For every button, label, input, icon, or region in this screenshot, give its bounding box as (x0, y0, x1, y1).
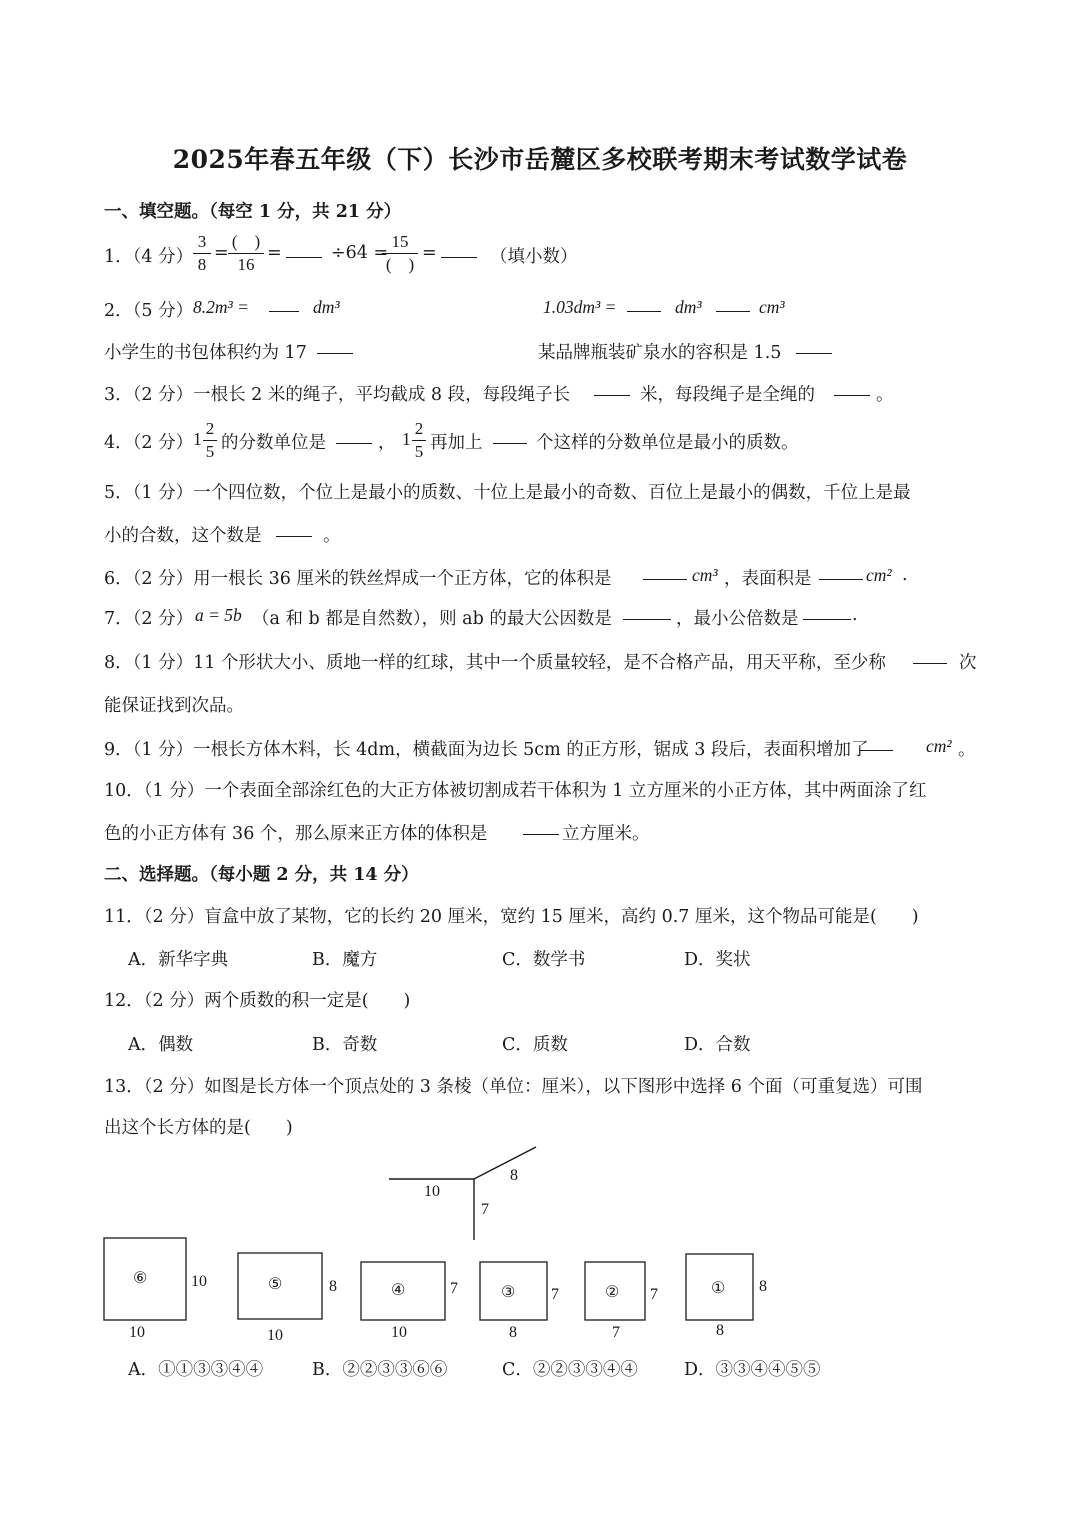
q6-text-2: ，表面积是 (724, 569, 812, 589)
q4-whole-1: 1 (193, 429, 202, 449)
edge-label-length: 10 (424, 1183, 440, 1200)
q13-option-b[interactable]: B．②②③③⑥⑥ (312, 1360, 448, 1380)
q10-line-1: 10．（1 分）一个表面全部涂红色的大正方体被切割成若干体积为 1 立方厘米的小正方体，其中两面涂了红 (104, 781, 927, 801)
face-1-height: 8 (759, 1278, 767, 1295)
face-5-height: 8 (329, 1278, 337, 1295)
q4-text-3: 再加上 (430, 433, 483, 453)
page-title: 2025年春五年级（下）长沙市岳麓区多校联考期末考试数学试卷 (172, 145, 908, 174)
q4-f1-den: 5 (205, 442, 215, 461)
q2-line2b: 某品牌瓶装矿泉水的容积是 1.5 (538, 343, 782, 363)
q1-f3-num: 15 (391, 232, 409, 251)
q6-text-1: 6．（2 分）用一根长 36 厘米的铁丝焊成一个正方体，它的体积是 (104, 569, 612, 589)
q12-option-a[interactable]: A．偶数 (128, 1035, 194, 1055)
q9-text-2: 。 (958, 740, 976, 760)
face-3-width: 8 (509, 1324, 517, 1341)
q1-suffix: （填小数） (490, 247, 578, 267)
q11-option-c[interactable]: C．数学书 (502, 950, 586, 970)
q5-line-2b: 。 (323, 526, 341, 546)
q12-option-b[interactable]: B．奇数 (312, 1035, 378, 1055)
q1-f2-num: ( ) (231, 232, 261, 251)
q4-whole-2: 1 (402, 429, 411, 449)
q13-line-1: 13．（2 分）如图是长方体一个顶点处的 3 条棱（单位：厘米），以下图形中选择 6 个面（可重复选）可围 (104, 1077, 923, 1097)
q7-text-1: 7．（2 分） (104, 609, 194, 629)
q11-option-b[interactable]: B．魔方 (312, 950, 378, 970)
q6-text-3: . (902, 565, 908, 585)
q2-unit-b1: dm³ (675, 297, 702, 317)
q8-line-1b: 次 (959, 653, 977, 673)
q1-f1-den: 8 (197, 255, 207, 274)
q3-text-2: 米，每段绳子是全绳的 (640, 385, 815, 405)
face-1-label: ① (711, 1280, 726, 1297)
section-fill-in-heading: 一、填空题。（每空 1 分，共 21 分） (104, 202, 402, 222)
q1-prefix: 1．（4 分） (104, 247, 194, 267)
q12-text: 12．（2 分）两个质数的积一定是( ) (104, 991, 411, 1011)
q7-text-3: ，最小公倍数是 (676, 609, 799, 629)
q4-f1-num: 2 (205, 419, 215, 438)
q3-text-1: 3．（2 分）一根长 2 米的绳子，平均截成 8 段，每段绳子长 (104, 385, 571, 405)
face-5-label: ⑤ (268, 1276, 283, 1293)
face-3-label: ③ (501, 1284, 516, 1301)
q2-unit-a: dm³ (313, 297, 340, 317)
q9-unit: cm² (926, 736, 952, 756)
face-6-height: 10 (191, 1273, 207, 1290)
q7-text-2: （a 和 b 都是自然数），则 ab 的最大公因数是 (252, 609, 612, 629)
q5-line-2a: 小的合数，这个数是 (104, 526, 262, 546)
q1-f1-num: 3 (197, 232, 207, 251)
q2-unit-b2: cm³ (759, 297, 785, 317)
face-6-width: 10 (129, 1324, 145, 1341)
q12-option-c[interactable]: C．质数 (502, 1035, 568, 1055)
q1-eq-1: = (214, 243, 229, 263)
section-choice-heading: 二、选择题。（每小题 2 分，共 14 分） (104, 865, 419, 885)
face-4[interactable] (361, 1262, 458, 1341)
face-4-height: 7 (450, 1280, 458, 1297)
q11-option-a[interactable]: A．新华字典 (128, 950, 229, 970)
q2-expr-a: 8.2m³ = (193, 297, 249, 317)
edge-label-width: 8 (510, 1167, 518, 1184)
q10-line-2a: 色的小正方体有 36 个，那么原来正方体的体积是 (104, 824, 488, 844)
face-5[interactable] (238, 1253, 337, 1344)
q4-prefix: 4．（2 分） (104, 433, 194, 453)
face-1[interactable] (686, 1254, 767, 1339)
face-3-height: 7 (551, 1286, 559, 1303)
q4-text-1: 的分数单位是 (221, 433, 326, 453)
q13-line-2: 出这个长方体的是( ) (104, 1118, 293, 1138)
edge-label-height: 7 (481, 1201, 489, 1218)
q6-unit-1: cm³ (692, 565, 718, 585)
q11-option-d[interactable]: D．奖状 (684, 950, 751, 970)
q1-f3-den: ( ) (385, 255, 415, 274)
face-4-label: ④ (391, 1282, 406, 1299)
q4-text-4: 个这样的分数单位是最小的质数。 (536, 433, 799, 453)
q4-text-2: ， (378, 433, 396, 453)
face-3[interactable] (480, 1262, 559, 1341)
cuboid-vertex-edges (389, 1147, 536, 1240)
face-1-width: 8 (716, 1322, 724, 1339)
q12-option-d[interactable]: D．合数 (684, 1035, 751, 1055)
q1-eq-2: = (267, 243, 282, 263)
face-4-width: 10 (391, 1324, 407, 1341)
q1-f2-den: 16 (237, 255, 255, 274)
face-5-width: 10 (267, 1327, 283, 1344)
q5-line-1: 5．（1 分）一个四位数，个位上是最小的质数、十位上是最小的奇数、百位上是最小的偶数，千位上是最 (104, 483, 911, 503)
q8-line-1a: 8．（1 分）11 个形状大小、质地一样的红球，其中一个质量较轻，是不合格产品，用天平称，至少称 (104, 653, 886, 673)
q3-text-3: 。 (876, 385, 894, 405)
q2-prefix: 2．（5 分） (104, 301, 194, 321)
q13-option-d[interactable]: D．③③④④⑤⑤ (684, 1360, 821, 1380)
q7-text-4: . (852, 605, 858, 625)
face-2-height: 7 (650, 1286, 658, 1303)
q13-option-a[interactable]: A．①①③③④④ (128, 1360, 264, 1380)
q1-divide-64: ÷64 = (331, 243, 389, 263)
q1-eq-3: = (422, 243, 437, 263)
q7-equation: a = 5b (195, 605, 242, 625)
q8-line-2: 能保证找到次品。 (104, 696, 244, 716)
q10-line-2b: 立方厘米。 (562, 824, 650, 844)
face-2-width: 7 (612, 1324, 620, 1341)
face-6[interactable] (104, 1238, 207, 1341)
q9-text-1: 9．（1 分）一根长方体木料，长 4dm，横截面为边长 5cm 的正方形，锯成 3 段后，表面积增加了 (104, 740, 869, 760)
q2-expr-b: 1.03dm³ = (543, 297, 617, 317)
face-2[interactable] (585, 1262, 658, 1341)
q13-option-c[interactable]: C．②②③③④④ (502, 1360, 638, 1380)
q11-text: 11．（2 分）盲盒中放了某物，它的长约 20 厘米，宽约 15 厘米，高约 0.7 厘米，这个物品可能是( ) (104, 907, 919, 927)
face-6-label: ⑥ (133, 1270, 148, 1287)
q4-f2-num: 2 (414, 419, 424, 438)
q2-line2a: 小学生的书包体积约为 17 (104, 343, 307, 363)
face-2-label: ② (605, 1284, 620, 1301)
q6-unit-2: cm² (866, 565, 892, 585)
q4-f2-den: 5 (414, 442, 424, 461)
